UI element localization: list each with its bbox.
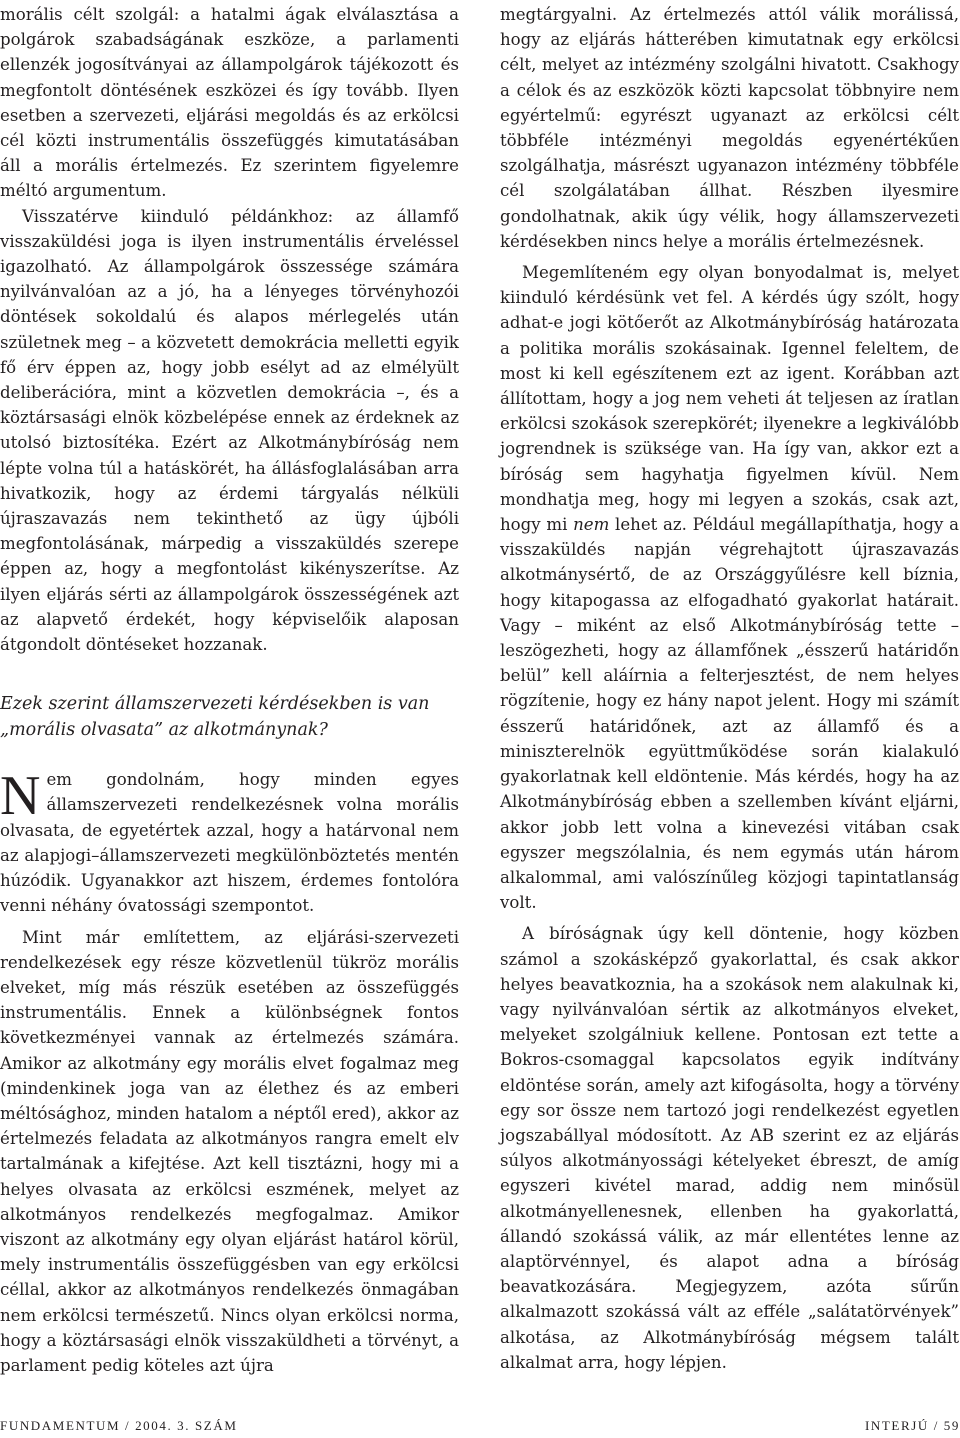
footer-journal: FUNDAMENTUM / 2004. 3. SZÁM <box>0 1418 238 1433</box>
paragraph: A bíróságnak úgy kell döntenie, hogy közben számol a szokásképző gyakorlattal, és csak akkor helyes beavatkoznia, ha a szokások nem alakulnak ki, vagy nyilvánvalóan sértik az alkotmányos elveket, melyeket szolgálniuk kellene. Pontosan ezt tette a Bokros-csomaggal kapcsolatos egyik indítvány eldöntése során, amely azt kifogásolta, hogy a törvény egy sor össze nem tartozó jogi rendelkezést egyetlen jogszabállyal módosított. Az AB szerint ez az eljárás súlyos alkotmányossági kételyeket ébreszt, de amíg egyszeri kivétel marad, addig nem minősül alkotmányellenesnek, ellenben ha gyakorlattá, állandó szokássá válik, az már ellentétes lenne az alaptörvénnyel, és alapot adna a bíróság beavatkozására. Megjegyzem, azóta sűrűn alkalmazott szokássá vált az efféle „salátatörvények” alkotása, az Alkotmánybíróság mégsem talált alkalmat arra, hogy lépjen. <box>500 924 959 1372</box>
interview-question: Ezek szerint államszervezeti kérdésekben is van „morális olvasata” az alkotmánynak? <box>0 694 430 741</box>
paragraph-text: em gondolnám, hogy minden egyes államszervezeti rendelkezésnek volna morális olvasata, de egyetértek azzal, hogy a határvonal nem az alapjogi–államszervezeti megkülönböztetés mentén húzódik. Ugyanakkor azt hiszem, érdemes fontolóra venni néhány óvatossági szempontot. <box>0 770 459 916</box>
drop-cap: N <box>0 765 41 828</box>
footer-page-number: INTERJÚ / 59 <box>864 1418 960 1433</box>
paragraph: megtárgyalni. Az értelmezés attól válik morálissá, hogy az eljárás hátterében kimutatnak egy erkölcsi célt, melyet az intézmény szolgálni hivatott. Csakhogy a célok és az eszközök közti kapcsolat többnyire nem egyértelmű: egyrészt ugyanazt az erkölcsi célt többféle intézményi megoldás egyenértékűen szolgálhatja, másrészt ugyanazon intézmény többféle cél szolgálatában állhat. Részben ilyesmire gondolhatnak, akik úgy vélik, hogy államszervezeti kérdésekben nincs helye a morális értelmezésnek. <box>500 5 959 251</box>
right-column <box>500 2 959 1375</box>
paragraph: morális célt szolgál: a hatalmi ágak elválasztása a polgárok szabadságának eszköze, a parlamenti ellenzék jogosítványai az állampolgárok tájékozott és megfontolt döntésének eszközei és így tovább. Ilyen esetben a szervezeti, eljárási megoldás és az erkölcsi cél közti instrumentális összefüggés kimutatásában áll a morális értelmezés. Ez szerintem figyelemre méltó argumentum. <box>0 5 459 201</box>
paragraph: Visszatérve kiinduló példánkhoz: az államfő visszaküldési joga is ilyen instrumentális érveléssel igazolható. Az állampolgárok összessége számára nyilvánvalóan az a jó, ha a lényeges törvényhozói döntések sokoldalú és alapos mérlegelés után születnek meg – a közvetett demokrácia melletti egyik fő érv éppen az, hogy jobb esélyt ad az elmélyült deliberációra, mint a közvetlen demokrácia –, és a köztársasági elnök közbelépése ennek az érdeknek az utolsó biztosítéka. Ezért az Alkotmánybíróság nem lépte volna túl a hatáskörét, ha állásfoglalásában arra hivatkozik, hogy az érdemi tárgyalás nélküli újraszavazás nem tekinthető az ügy újbóli megfontolásának, márpedig a visszaküldés szerepe éppen az, hogy a megfontolást kikényszerítse. Az ilyen eljárás sérti az állampolgárok összességének azt az alapvető érdekét, hogy képviselőik alaposan átgondolt döntéseket hozzanak. <box>0 206 459 655</box>
paragraph: Mint már említettem, az eljárási-szervezeti rendelkezések egy része közvetlenül tükröz morális elveket, míg más részük esetében az összefüggés instrumentális. Ennek a különbségnek fontos következményei vannak az értelmezés számára. Amikor az alkotmány egy morális elvet fogalmaz meg (mindenkinek joga van az élethez és az emberi méltósághoz, minden hatalom a néptől ered), akkor az értelmezés feladata az alkotmányos rangra emelt elv tartalmának a kifejtése. Azt kell tisztázni, hogy mi a helyes olvasata az erkölcsi eszmének, melyet az alkotmányos rendelkezés megfogalmaz. Amikor viszont az alkotmány egy olyan eljárást határol körül, mely instrumentális összefüggésben van egy erkölcsi céllal, akkor az alkotmányos rendelkezés önmagában nem erkölcsi természetű. Nincs olyan erkölcsi norma, hogy a köztársasági elnök visszaküldheti a törvényt, a parlament pedig köteles azt újra <box>0 927 459 1375</box>
paragraph-text: Megemlíteném egy olyan bonyodalmat is, melyet kiinduló kérdésünk vet fel. A kérdés úgy szólt, hogy adhat-e jogi kötőerőt az Alkotmánybíróság határozata a politika morális szokásainak. Igennel feleltem, de most ki kell egészítenem ezt az igent. Korábban azt állítottam, hogy a jog nem veheti át teljesen az íratlan erkölcsi szokások szerepkörét; ilyenekre a legkiválóbb jogrendnek is szüksége van. Ha így van, akkor ezt a bíróság sem hagyhatja figyelmen kívül. Nem mondhatja meg, hogy mi legyen a szokás, csak azt, hogy mi <box>500 263 959 535</box>
paragraph <box>0 767 459 918</box>
paragraph <box>500 260 959 915</box>
left-column <box>0 2 459 1378</box>
emphasis: nem <box>573 515 610 535</box>
paragraph-text: lehet az. Például megállapíthatja, hogy a visszaküldés napján végrehajtott újraszavazás alkotmánysértő, de az Országgyűlésre kell bíznia, hogy kitapogassa az elfogadható gyakorlat határait. Vagy – miként az első Alkotmánybíróság tette – leszögezheti, hogy az államfőnek „ésszerű határidőn belül” kell aláírnia a felterjesztést, de nem helyes rögzítenie, hogy ez hány napot jelent. Hogy mi számít ésszerű határidőnek, azt az államfő és a miniszterelnök együttműködése során kialakuló gyakorlatnak kell eldöntenie. Más kérdés, hogy ha az Alkotmánybíróság ebben a szellemben kívánt eljárni, akkor jobb lett volna a kinevezési vitában csak egyszer megszólalnia, és nem egymás után három alkalommal, ami valószínűleg közjogi tapintatlanság volt. <box>500 515 959 913</box>
